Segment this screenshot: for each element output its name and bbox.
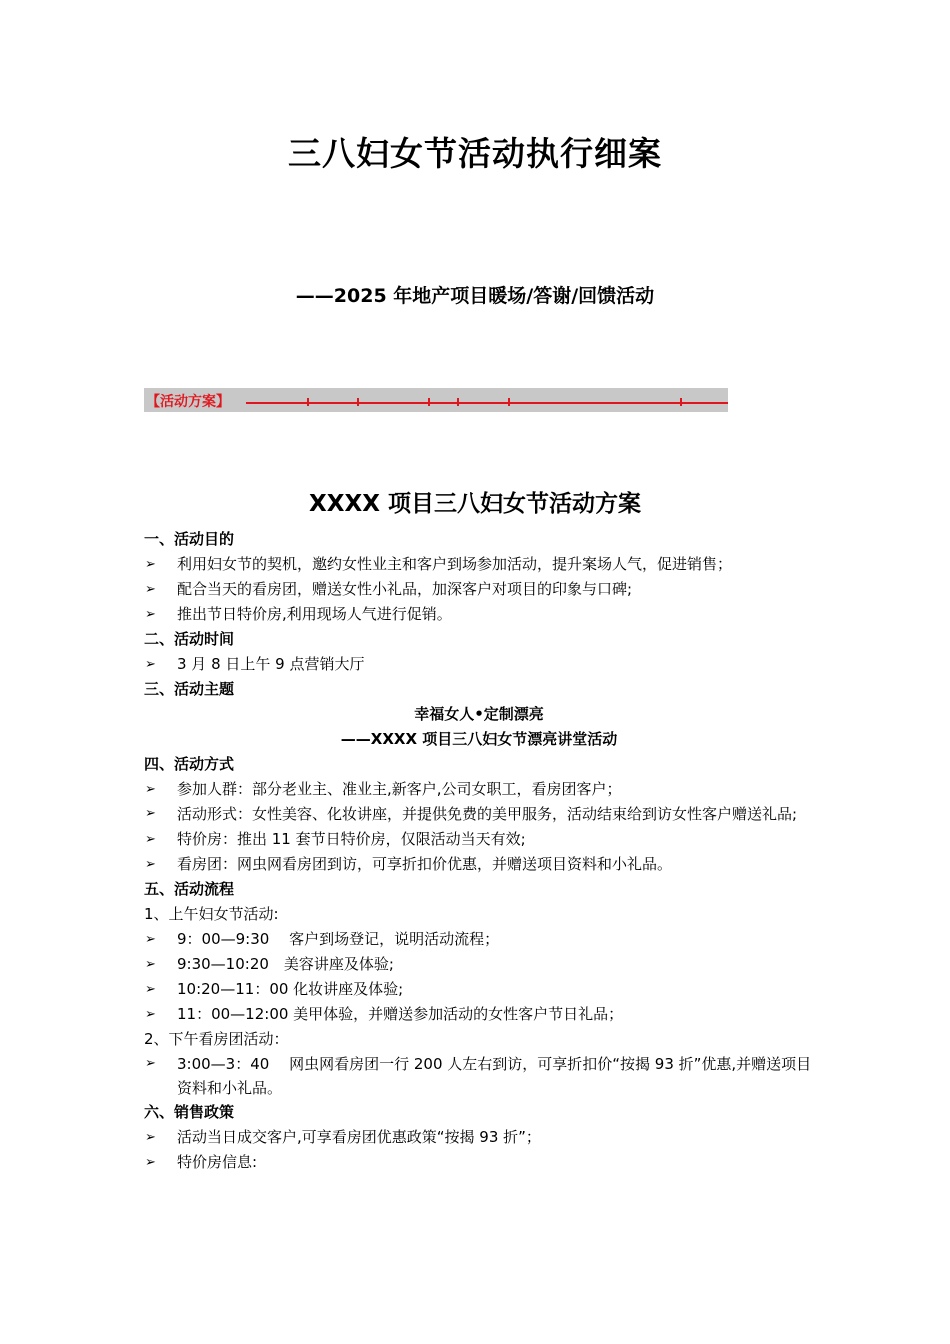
list-item-text: 活动当日成交客户,可享看房团优惠政策“按揭 93 折”； [177, 1128, 541, 1146]
subsection-label: 2、下午看房团活动： [144, 1030, 289, 1048]
theme-subline: ——XXXX 项目三八妇女节漂亮讲堂活动 [340, 730, 618, 748]
banner-tick [357, 398, 359, 406]
section-heading: 五、活动流程 [144, 880, 235, 898]
banner-label: 【活动方案】 [146, 394, 230, 410]
list-item [144, 1150, 814, 1175]
list-item [144, 602, 814, 627]
list-item-text: 11：00—12:00 美甲体验，并赠送参加活动的女性客户节日礼品； [177, 1005, 624, 1023]
arrow-bullet-icon: ➢ [145, 857, 156, 872]
banner-tick [457, 398, 459, 406]
list-item-text: 9:30—10:20 美容讲座及体验; [177, 955, 394, 973]
document-title: 三八妇女节活动执行细案 [288, 134, 662, 173]
arrow-bullet-icon: ➢ [145, 1007, 156, 1022]
list-item-text: 3:00—3：40 网虫网看房团一行 200 人左右到访，可享折扣价“按揭 93 折”优惠,并赠送项目资料和小礼品。 [177, 1055, 812, 1097]
list-item-text: 特价房信息: [177, 1153, 258, 1171]
list-item-text: 活动形式：女性美容、化妆讲座，并提供免费的美甲服务，活动结束给到访女性客户赠送礼品; [177, 805, 798, 823]
list-item [144, 577, 814, 602]
banner-tick [428, 398, 430, 406]
list-item [144, 827, 814, 852]
list-item-text: 特价房：推出 11 套节日特价房，仅限活动当天有效; [177, 830, 526, 848]
section-banner [144, 388, 728, 412]
list-item [144, 802, 814, 827]
list-item-text: 3 月 8 日上午 9 点营销大厅 [177, 655, 365, 673]
arrow-bullet-icon: ➢ [145, 1056, 156, 1071]
plan-title: XXXX 项目三八妇女节活动方案 [309, 491, 641, 517]
arrow-bullet-icon: ➢ [145, 1155, 156, 1170]
list-item [144, 777, 814, 802]
banner-tick [680, 398, 682, 406]
arrow-bullet-icon: ➢ [145, 982, 156, 997]
list-item [144, 952, 814, 977]
section-heading: 六、销售政策 [144, 1103, 235, 1121]
banner-tick [508, 398, 510, 406]
arrow-bullet-icon: ➢ [145, 607, 156, 622]
theme-line: 幸福女人•定制漂亮 [414, 705, 544, 723]
list-item [144, 1125, 814, 1150]
list-item-text: 10:20—11：00 化妆讲座及体验; [177, 980, 404, 998]
list-item-text: 配合当天的看房团，赠送女性小礼品，加深客户对项目的印象与口碑; [177, 580, 633, 598]
arrow-bullet-icon: ➢ [145, 1130, 156, 1145]
arrow-bullet-icon: ➢ [145, 806, 156, 821]
section-heading: 三、活动主题 [144, 680, 235, 698]
arrow-bullet-icon: ➢ [145, 657, 156, 672]
document-body [144, 527, 814, 1175]
arrow-bullet-icon: ➢ [145, 957, 156, 972]
list-item [144, 1052, 814, 1100]
list-item [144, 652, 814, 677]
section-heading: 二、活动时间 [144, 630, 235, 648]
list-item [144, 552, 814, 577]
list-item [144, 977, 814, 1002]
section-heading: 四、活动方式 [144, 755, 235, 773]
list-item-text: 9：00—9:30 客户到场登记，说明活动流程； [177, 930, 500, 948]
list-item [144, 1002, 814, 1027]
document-subtitle: ——2025 年地产项目暖场/答谢/回馈活动 [295, 285, 655, 307]
banner-tick [307, 398, 309, 406]
list-item [144, 852, 814, 877]
list-item [144, 927, 814, 952]
arrow-bullet-icon: ➢ [145, 832, 156, 847]
arrow-bullet-icon: ➢ [145, 782, 156, 797]
arrow-bullet-icon: ➢ [145, 557, 156, 572]
list-item-text: 看房团：网虫网看房团到访，可享折扣价优惠，并赠送项目资料和小礼品。 [177, 855, 673, 873]
list-item-text: 利用妇女节的契机，邀约女性业主和客户到场参加活动，提升案场人气，促进销售； [177, 555, 733, 573]
banner-divider-line [246, 402, 728, 404]
subsection-label: 1、上午妇女节活动: [144, 905, 279, 923]
list-item-text: 推出节日特价房,利用现场人气进行促销。 [177, 605, 452, 623]
section-heading: 一、活动目的 [144, 530, 235, 548]
list-item-text: 参加人群：部分老业主、准业主,新客户,公司女职工，看房团客户； [177, 780, 622, 798]
arrow-bullet-icon: ➢ [145, 932, 156, 947]
arrow-bullet-icon: ➢ [145, 582, 156, 597]
